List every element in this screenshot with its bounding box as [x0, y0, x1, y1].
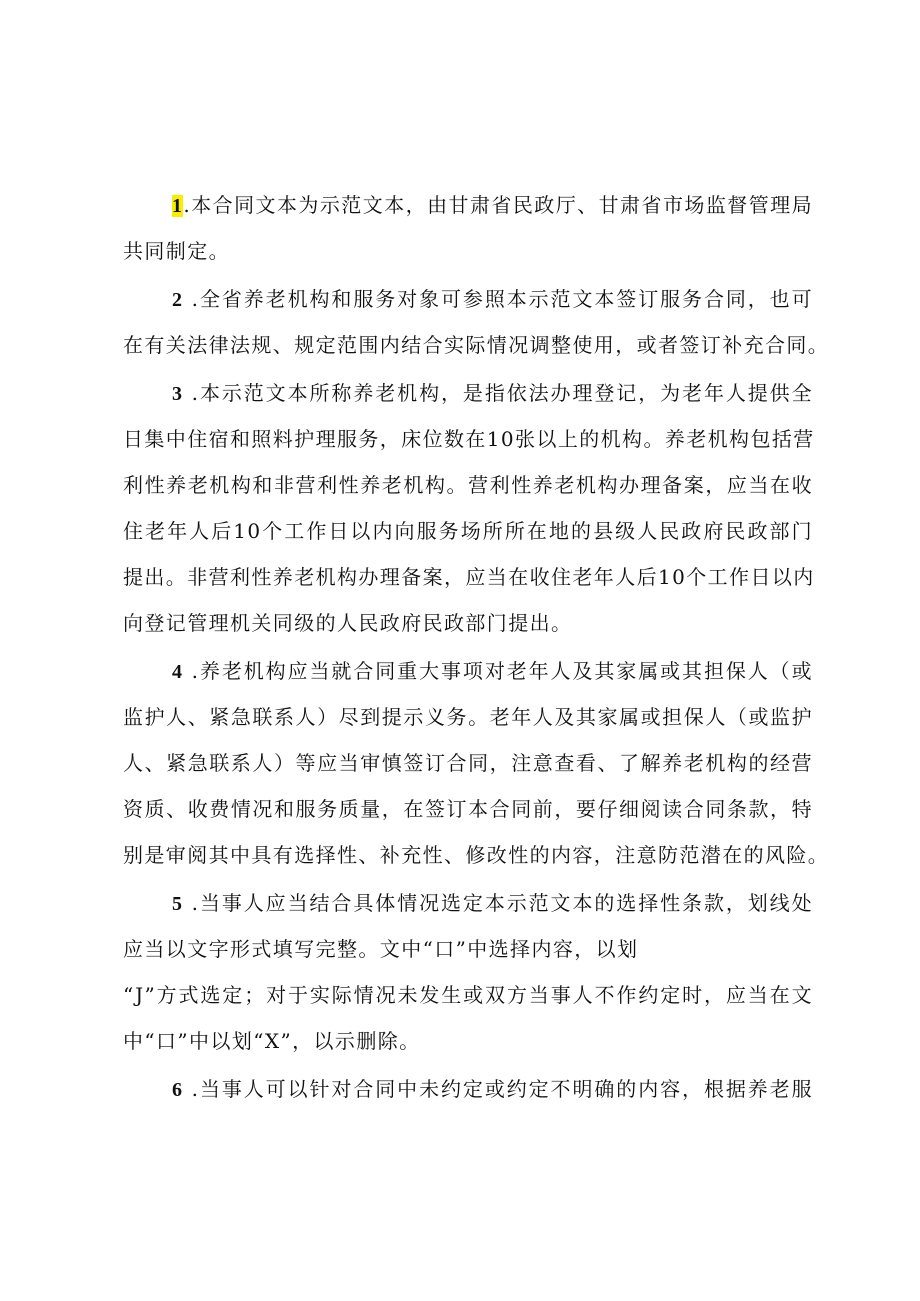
- paragraph-line: 在有关法律法规、规定范围内结合实际情况调整使用，或者签订补充合同。: [123, 333, 830, 357]
- paragraph-line: 中“口”中以划“X”，以示删除。: [123, 1029, 421, 1053]
- paragraph-line: 利性养老机构和非营利性养老机构。营利性养老机构办理备案，应当在收: [123, 473, 813, 497]
- paragraph-line: 监护人、紧急联系人）尽到提示义务。老年人及其家属或担保人（或监护: [123, 705, 813, 729]
- paragraph-line: 共同制定。: [123, 239, 230, 263]
- paragraph-number: 3: [172, 383, 184, 405]
- paragraph-number: 2: [172, 289, 184, 311]
- paragraph-line: [172, 890, 813, 917]
- paragraph-line: 向登记管理机关同级的人民政府民政部门提出。: [123, 611, 573, 635]
- paragraph-text: .本合同文本为示范文本，由甘肃省民政厅、甘肃省市场监督管理局: [183, 193, 813, 217]
- paragraph-number: 4: [172, 661, 184, 683]
- paragraph-number: 6: [172, 1079, 184, 1101]
- paragraph-line: [172, 1076, 813, 1103]
- paragraph-line: 人、紧急联系人）等应当审慎签订合同，注意查看、了解养老机构的经营: [123, 751, 813, 775]
- paragraph-line: 别是审阅其中具有选择性、补充性、修改性的内容，注意防范潜在的风险。: [123, 843, 830, 867]
- paragraph-text: .全省养老机构和服务对象可参照本示范文本签订服务合同，也可: [183, 287, 813, 311]
- paragraph-text: .当事人应当结合具体情况选定本示范文本的选择性条款，划线处: [183, 891, 813, 915]
- paragraph-line: [172, 192, 813, 219]
- paragraph-text: .养老机构应当就合同重大事项对老年人及其家属或其担保人（或: [183, 659, 813, 683]
- paragraph-line: 资质、收费情况和服务质量，在签订本合同前，要仔细阅读合同条款，特: [123, 797, 813, 821]
- paragraph-line: 住老年人后10个工作日以内向服务场所所在地的县级人民政府民政部门: [123, 519, 813, 543]
- paragraph-line: 提出。非营利性养老机构办理备案，应当在收住老年人后10个工作日以内: [123, 565, 815, 589]
- paragraph-number: 1: [172, 195, 184, 217]
- paragraph-line: 应当以文字形式填写完整。文中“口”中选择内容，以划: [123, 937, 639, 961]
- paragraph-line: [172, 286, 813, 313]
- paragraph-line: 日集中住宿和照料护理服务，床位数在10张以上的机构。养老机构包括营: [123, 427, 815, 451]
- paragraph-text: .本示范文本所称养老机构，是指依法办理登记，为老年人提供全: [183, 381, 813, 405]
- paragraph-text: .当事人可以针对合同中未约定或约定不明确的内容，根据养老服: [183, 1077, 813, 1101]
- paragraph-line: [172, 658, 813, 685]
- paragraph-line: “J”方式选定；对于实际情况未发生或双方当事人不作约定时，应当在文: [123, 983, 813, 1007]
- paragraph-line: [172, 380, 813, 407]
- paragraph-number: 5: [172, 893, 184, 915]
